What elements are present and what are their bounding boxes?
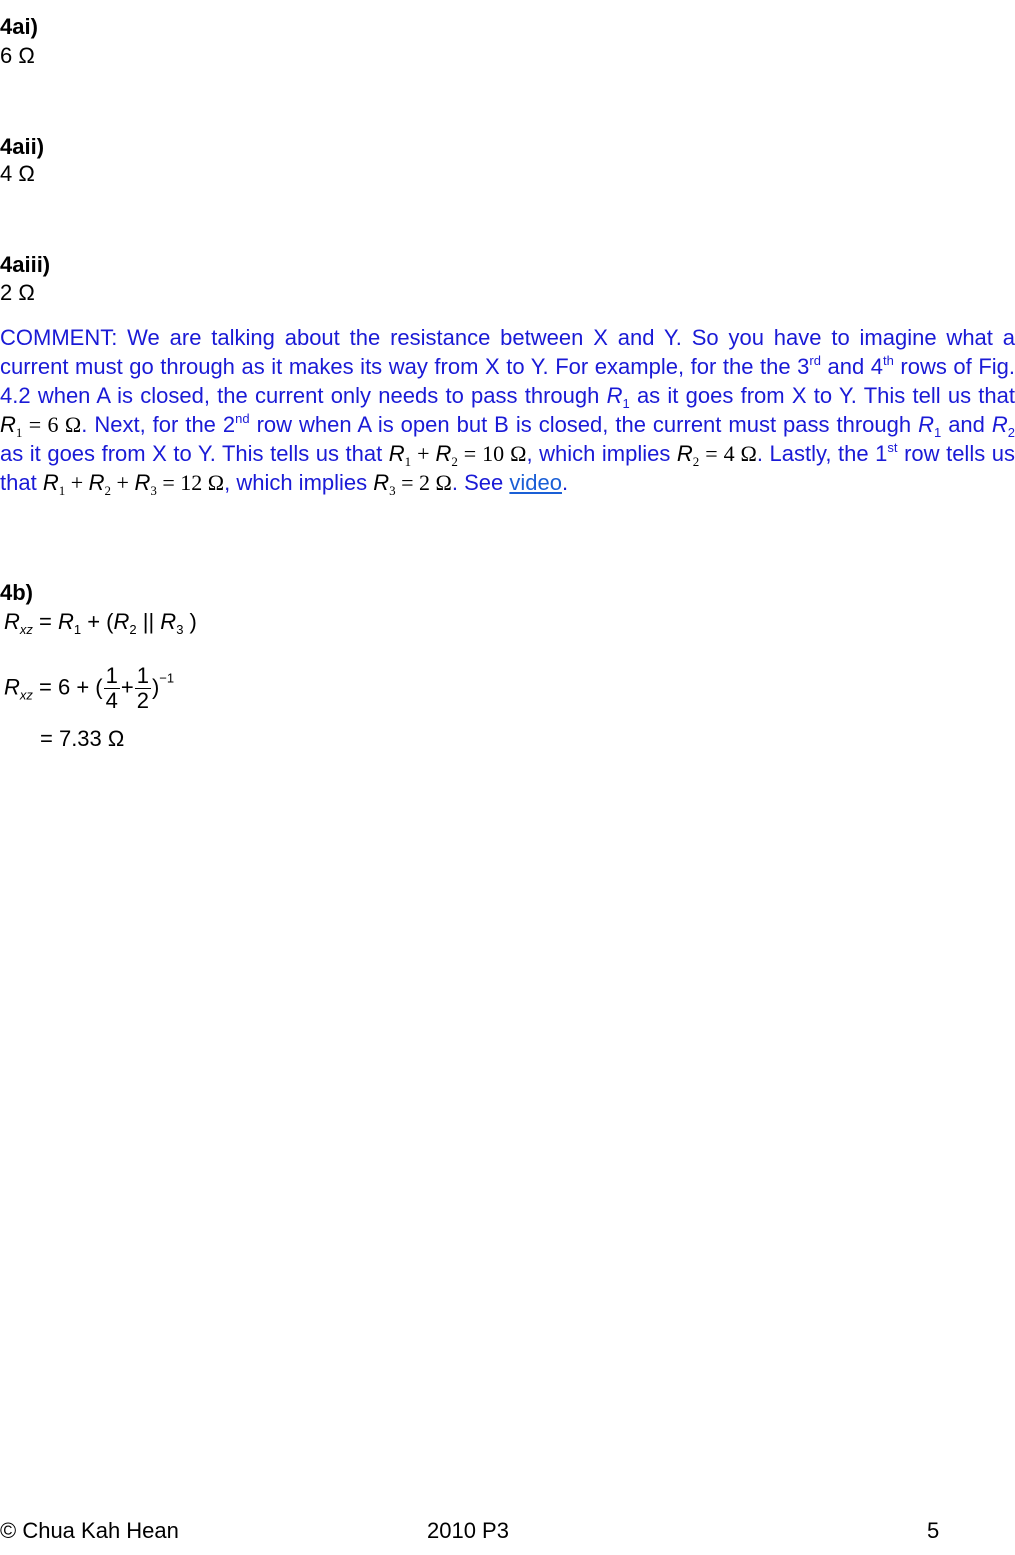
footer-paper: 2010 P3 [427,1518,509,1543]
answer-4aiii: 2 Ω [0,280,35,305]
equation-rxz-result: = 7.33 Ω [40,726,125,751]
heading-4aii: 4aii) [0,134,45,159]
comment-paragraph: COMMENT: We are talking about the resistance between X and Y. So you have to imagine what a current must go through as it makes its way from X to Y. For example, for the the 3rd and 4th rows of Fig. 4.2 when A is closed, the current only needs to pass through $R_1$ as it goes from X to Y. This tell us that $R_1 = 6$ Ω. Next, for the 2nd row when A is open but B is closed, the current must pass through $R_1$ and $R_2$ as it goes from X to Y. This tells us that $R_1 + R_2 = 10$ Ω, which implies $R_2 = 4$ Ω. Lastly, the 1st row tells us that $R_1 + R_2 + R_3 = 12$ Ω, which implies $R_3 = 2$ Ω. See video. [0,325,1015,498]
heading-4aiii: 4aiii) [0,252,51,277]
heading-4ai: 4ai) [0,14,38,39]
answer-4aii: 4 Ω [0,161,35,186]
equation-rxz-substitution: $R_{xz} = 6$ + ( $\frac{1}{4}$ + $\frac{1}{2}$ )$^{-1}$ [4,663,175,713]
fraction-one-half: $\frac{1}{2}$ [136,663,149,713]
answer-4ai: 6 Ω [0,43,35,68]
fraction-one-quarter: $\frac{1}{4}$ [105,663,118,713]
video-link[interactable]: video [509,470,562,495]
footer-author: © Chua Kah Hean [0,1518,179,1543]
equation-rxz-formula: $R_{xz} = R_1 + (R_2$ || $R_3$ ) [4,609,197,637]
footer-page-number: 5 [927,1518,940,1543]
heading-4b: 4b) [0,580,33,605]
